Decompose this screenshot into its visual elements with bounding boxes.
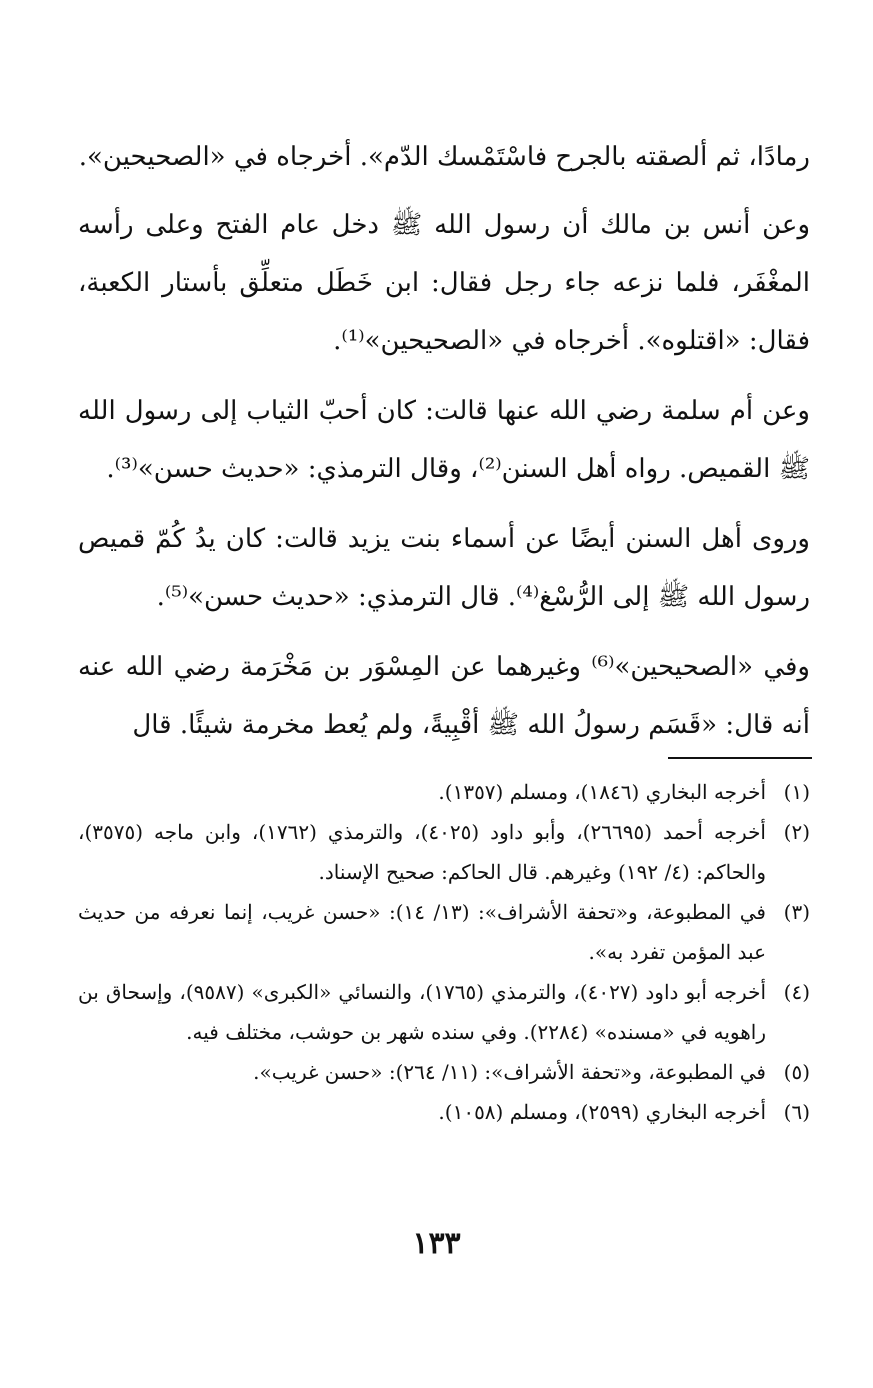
footnote-6 <box>78 1092 810 1132</box>
footnote-4 <box>78 972 810 1052</box>
footnotes <box>78 772 810 1132</box>
footnote-2 <box>78 812 810 892</box>
footnote-text: أخرجه البخاري (٢٥٩٩)، ومسلم (١٠٥٨). <box>438 1100 766 1124</box>
footnote-text: أخرجه البخاري (١٨٤٦)، ومسلم (١٣٥٧). <box>438 780 766 804</box>
footnote-3 <box>78 892 810 972</box>
paragraph-1: رمادًا، ثم ألصقته بالجرح فاسْتَمْسك الدّم». أخرجاه في «الصحيحين». <box>78 142 810 172</box>
paragraph-4: وروى أهل السنن أيضًا عن أسماء بنت يزيد قالت: كان يدُ كُمّ قميص رسول الله ﷺ إلى الرُّسْغ⁽⁴⁾. قال الترمذي: «حديث حسن»⁽⁵⁾. <box>78 524 810 612</box>
page-number: ١٣٣ <box>412 1226 461 1261</box>
footnote-number: (٦) <box>783 1100 810 1124</box>
footnote-number: (٤) <box>783 980 810 1004</box>
footnote-text: في المطبوعة، و«تحفة الأشراف»: (١٣/ ١٤): «حسن غريب، إنما نعرفه من حديث عبد المؤمن تفرد به». <box>78 900 766 964</box>
footnote-number: (٥) <box>783 1060 810 1084</box>
main-text <box>78 128 810 754</box>
paragraph-2: وعن أنس بن مالك أن رسول الله ﷺ دخل عام الفتح وعلى رأسه المغْفَر، فلما نزعه جاء رجل فقال: ابن خَطَل متعلِّق بأستار الكعبة، فقال: «اقتلوه». أخرجاه في «الصحيحين»⁽¹⁾. <box>78 210 810 356</box>
footnote-5 <box>78 1052 810 1092</box>
paragraph-5: وفي «الصحيحين»⁽⁶⁾ وغيرهما عن المِسْوَر بن مَخْرَمة رضي الله عنه أنه قال: «قَسَم رسولُ الله ﷺ أقْبِيةً، ولم يُعط مخرمة شيئًا. قال <box>78 652 810 740</box>
footnote-text: أخرجه أحمد (٢٦٦٩٥)، وأبو داود (٤٠٢٥)، والترمذي (١٧٦٢)، وابن ماجه (٣٥٧٥)، والحاكم: (٤/ ١٩٢) وغيرهم. قال الحاكم: صحيح الإسناد. <box>78 820 766 884</box>
footnote-1 <box>78 772 810 812</box>
footnote-text: في المطبوعة، و«تحفة الأشراف»: (١١/ ٢٦٤): «حسن غريب». <box>253 1060 766 1084</box>
paragraph-3: وعن أم سلمة رضي الله عنها قالت: كان أحبّ الثياب إلى رسول الله ﷺ القميص. رواه أهل السنن⁽²⁾، وقال الترمذي: «حديث حسن»⁽³⁾. <box>78 396 810 484</box>
footnote-number: (١) <box>783 780 810 804</box>
footnote-text: أخرجه أبو داود (٤٠٢٧)، والترمذي (١٧٦٥)، والنسائي «الكبرى» (٩٥٨٧)، وإسحاق بن راهويه في «مسنده» (٢٢٨٤). وفي سنده شهر بن حوشب، مختلف فيه. <box>78 980 766 1044</box>
footnote-number: (٣) <box>783 900 810 924</box>
footnote-separator <box>668 757 812 759</box>
footnote-number: (٢) <box>783 820 810 844</box>
